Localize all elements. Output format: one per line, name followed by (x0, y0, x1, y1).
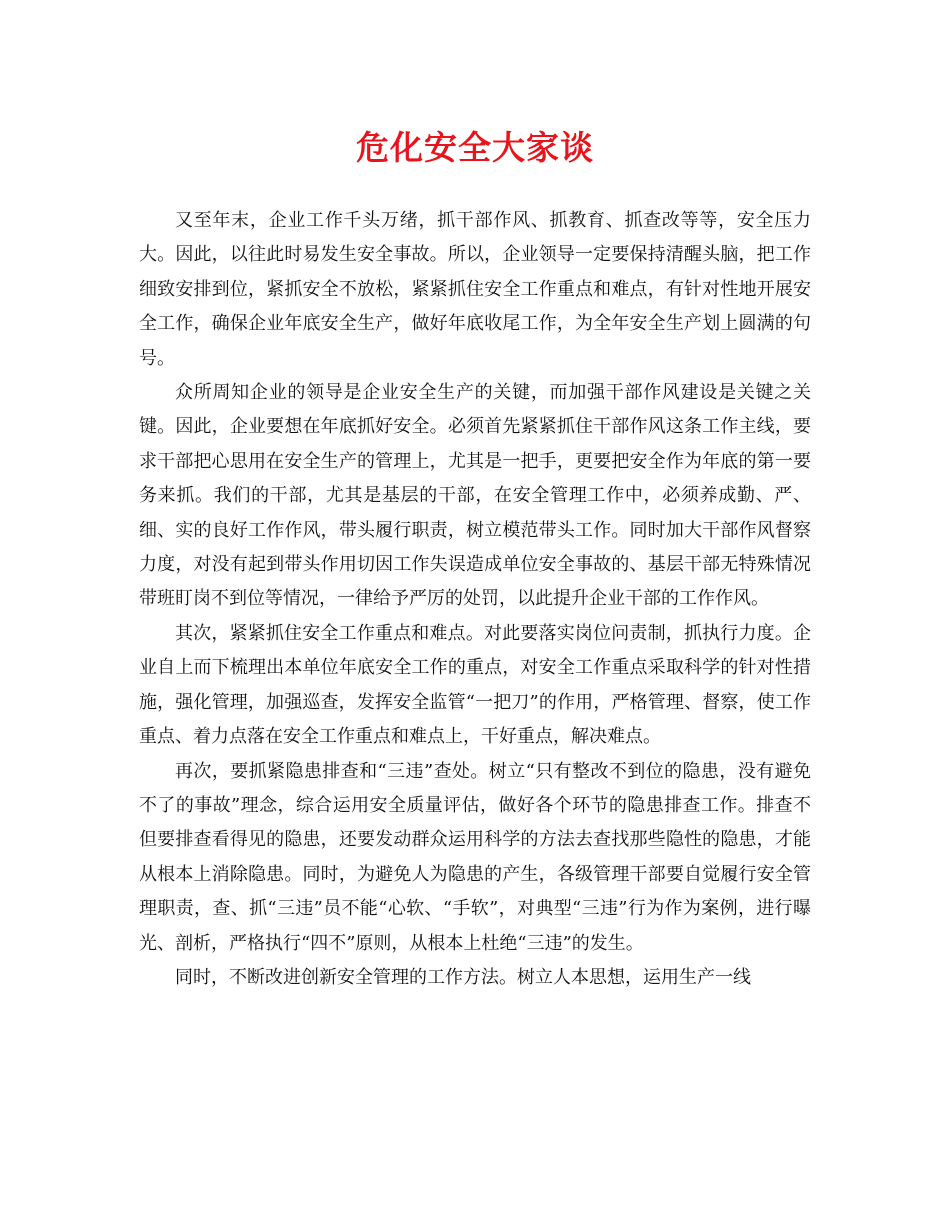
document-title: 危化安全大家谈 (356, 128, 594, 167)
paragraph-4: 再次，要抓紧隐患排查和“三违”查处。树立“只有整改不到位的隐患，没有避免不了的事故”理念，综合运用安全质量评估，做好各个环节的隐患排查工作。排查不但要排查看得见的隐患，还要发动群众运用科学的方法去查找那些隐性的隐患，才能从根本上消除隐患。同时，为避免人为隐患的产生，各级管理干部要自觉履行安全管理职责，查、抓“三违”员不能“心软、“手软”，对典型“三违”行为作为案例，进行曝光、剖析，严格执行“四不”原则，从根本上杜绝“三违”的发生。 (139, 760, 811, 954)
paragraph-5: 同时，不断改进创新安全管理的工作方法。树立人本思想，运用生产一线 (175, 966, 751, 988)
paragraph-2: 众所周知企业的领导是企业安全生产的关键，而加强干部作风建设是关键之关键。因此，企业要想在年底抓好安全。必须首先紧紧抓住干部作风这条工作主线，要求干部把心思用在安全生产的管理上，尤其是一把手，更要把安全作为年底的第一要务来抓。我们的干部，尤其是基层的干部，在安全管理工作中，必须养成勤、严、细、实的良好工作作风，带头履行职责，树立模范带头工作。同时加大干部作风督察力度，对没有起到带头作用切因工作失误造成单位安全事故的、基层干部无特殊情况带班盯岗不到位等情况，一律给予严厉的处罚，以此提升企业干部的工作作风。 (139, 382, 811, 610)
paragraph-3: 其次，紧紧抓住安全工作重点和难点。对此要落实岗位问责制，抓执行力度。企业自上而下梳理出本单位年底安全工作的重点，对安全工作重点采取科学的针对性措施，强化管理，加强巡查，发挥安全监管“一把刀”的作用，严格管理、督察，使工作重点、着力点落在安全工作重点和难点上，干好重点，解决难点。 (139, 622, 811, 748)
paragraph-1: 又至年末，企业工作千头万绪，抓干部作风、抓教育、抓查改等等，安全压力大。因此，以往此时易发生安全事故。所以，企业领导一定要保持清醒头脑，把工作细致安排到位，紧抓安全不放松，紧紧抓住安全工作重点和难点，有针对性地开展安全工作，确保企业年底安全生产，做好年底收尾工作，为全年安全生产划上圆满的句号。 (139, 210, 811, 369)
document-body (139, 204, 811, 995)
